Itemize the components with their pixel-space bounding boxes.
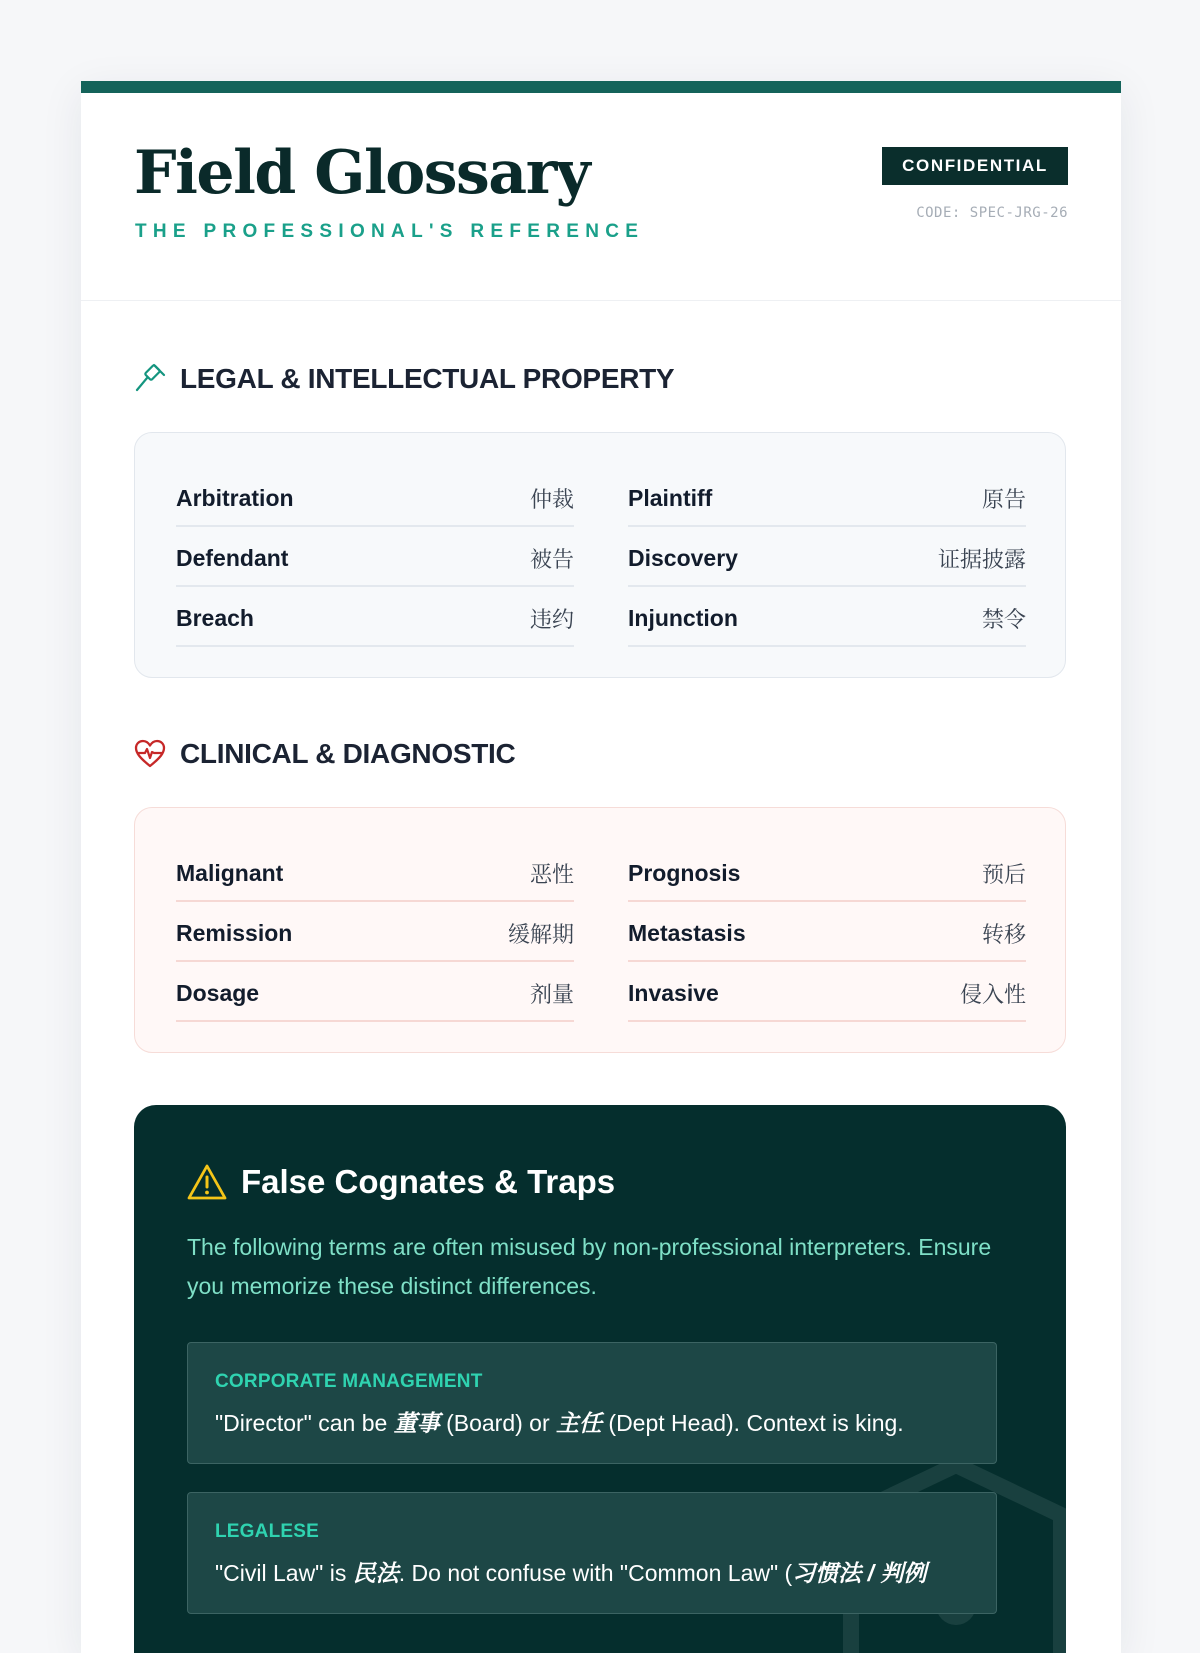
term-english: Invasive: [628, 979, 719, 1006]
term-row: [176, 902, 574, 962]
term-english: Defendant: [176, 544, 289, 571]
term-chinese: 被告: [529, 547, 574, 573]
term-english: Injunction: [628, 604, 738, 631]
term-english: Prognosis: [628, 859, 741, 886]
trap-card: [187, 1492, 997, 1614]
page-title: Field Glossary: [134, 138, 590, 208]
trap-card-label: CORPORATE MANAGEMENT: [215, 1371, 483, 1392]
trap-text-part: "Civil Law" is: [215, 1560, 353, 1586]
header: [81, 93, 1121, 301]
term-row: [176, 467, 574, 527]
section-heading-legal: [134, 363, 674, 395]
term-row: [176, 587, 574, 647]
term-chinese: 禁令: [981, 607, 1026, 633]
term-row: [176, 962, 574, 1022]
trap-chinese-term: 主任: [556, 1410, 603, 1436]
trap-text-part: . Do not confuse with "Common Law" (: [398, 1560, 793, 1586]
gavel-icon: [134, 363, 166, 395]
trap-text-part: (Dept Head). Context is king.: [602, 1410, 904, 1436]
section-title-legal: LEGAL & INTELLECTUAL PROPERTY: [180, 363, 675, 394]
section-title-clinical: CLINICAL & DIAGNOSTIC: [180, 738, 516, 769]
term-chinese: 转移: [981, 922, 1026, 948]
term-english: Discovery: [628, 544, 738, 571]
traps-title: False Cognates & Traps: [241, 1163, 616, 1200]
term-row: [628, 902, 1026, 962]
document-code: CODE: SPEC-JRG-26: [916, 205, 1068, 221]
term-row: [628, 962, 1026, 1022]
trap-chinese-term: 民法: [352, 1560, 399, 1586]
term-chinese: 预后: [981, 862, 1026, 888]
term-english: Metastasis: [628, 919, 746, 946]
term-row: [628, 842, 1026, 902]
term-english: Malignant: [176, 859, 284, 886]
trap-chinese-term: 董事: [393, 1410, 440, 1436]
page-subtitle: THE PROFESSIONAL'S REFERENCE: [135, 221, 645, 242]
term-chinese: 原告: [981, 487, 1026, 513]
trap-chinese-term: 习惯法 / 判例: [792, 1560, 927, 1586]
clinical-terms-panel: [134, 807, 1066, 1053]
warning-icon: [187, 1163, 227, 1201]
trap-card-text: [215, 1405, 969, 1438]
trap-card-label: LEGALESE: [215, 1521, 320, 1542]
term-english: Arbitration: [176, 484, 294, 511]
traps-heading: [187, 1163, 615, 1201]
term-english: Plaintiff: [628, 484, 713, 511]
term-row: [176, 842, 574, 902]
false-cognates-panel: [134, 1105, 1066, 1653]
term-row: [176, 527, 574, 587]
term-english: Dosage: [176, 979, 260, 1006]
term-chinese: 证据披露: [937, 547, 1026, 573]
term-row: [628, 527, 1026, 587]
confidential-badge: CONFIDENTIAL: [882, 147, 1068, 185]
term-chinese: 侵入性: [959, 982, 1026, 1008]
trap-text-part: "Director" can be: [215, 1410, 394, 1436]
legal-terms-panel: [134, 432, 1066, 678]
glossary-sheet: [81, 81, 1121, 1653]
term-chinese: 违约: [529, 607, 574, 633]
trap-card-text: [215, 1555, 969, 1588]
traps-intro: The following terms are often misused by non-professional interpreters. Ensure you memorize these distinct differences.: [187, 1234, 992, 1299]
term-chinese: 缓解期: [507, 922, 574, 948]
term-row: [628, 587, 1026, 647]
trap-card: [187, 1342, 997, 1464]
term-english: Remission: [176, 919, 293, 946]
section-heading-clinical: [134, 738, 515, 770]
term-english: Breach: [176, 604, 254, 631]
trap-text-part: (Board) or: [439, 1410, 557, 1436]
term-chinese: 恶性: [529, 862, 574, 888]
term-chinese: 剂量: [529, 982, 574, 1008]
term-row: [628, 467, 1026, 527]
term-chinese: 仲裁: [529, 487, 574, 513]
heart-pulse-icon: [134, 738, 166, 770]
